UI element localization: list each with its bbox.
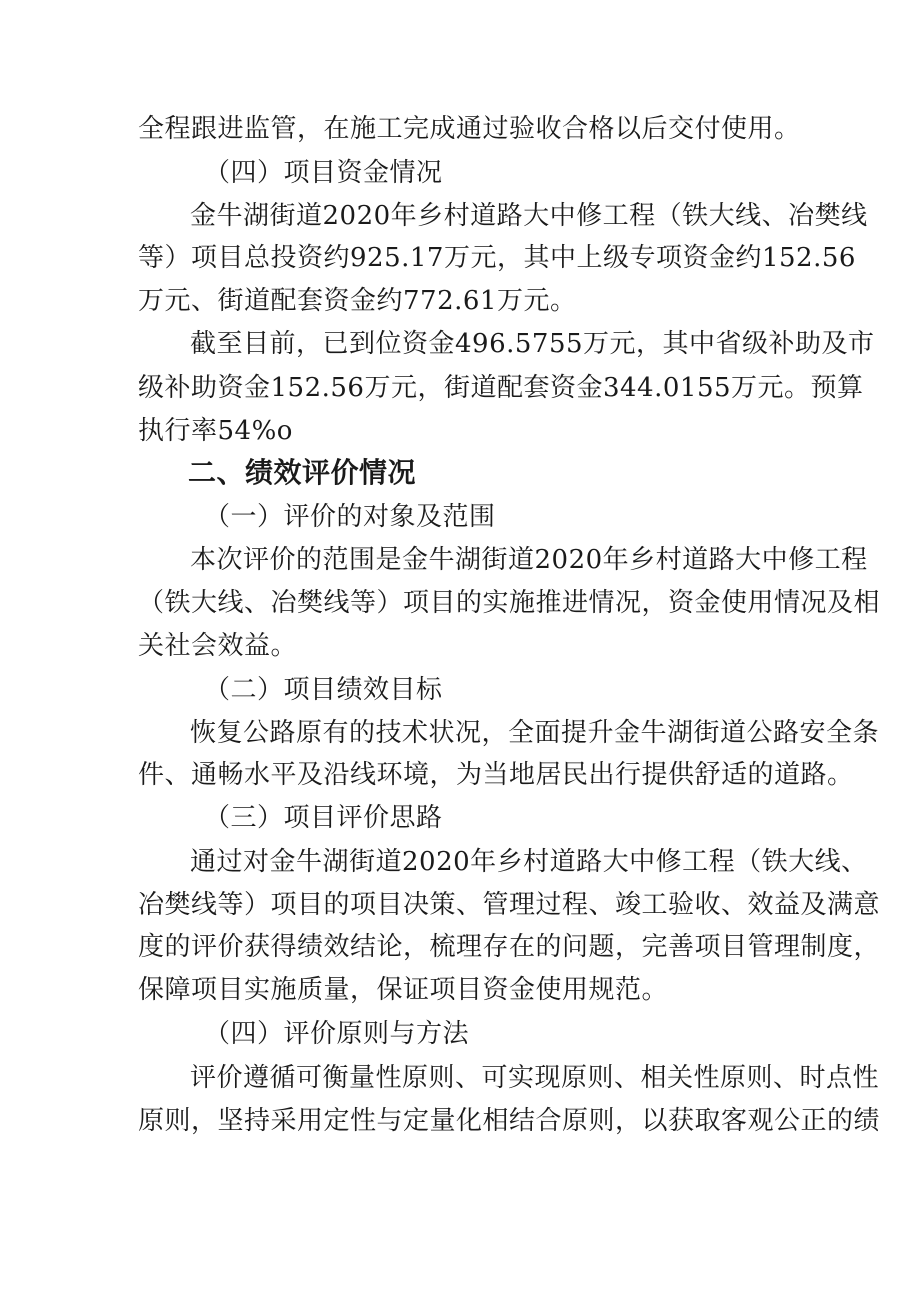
section-heading: 二、绩效评价情况 bbox=[188, 456, 417, 489]
text-line: 评价遵循可衡量性原则、可实现原则、相关性原则、时点性 bbox=[190, 1063, 880, 1093]
text-line: 度的评价获得绩效结论，梳理存在的问题，完善项目管理制度， bbox=[138, 932, 881, 962]
section-subheading: （四）评价原则与方法 bbox=[204, 1019, 470, 1049]
text-line: 关社会效益。 bbox=[138, 631, 298, 661]
text-line: 万元、街道配套资金约772.61万元。 bbox=[138, 286, 577, 316]
text-line: （铁大线、冶樊线等）项目的实施推进情况，资金使用情况及相 bbox=[138, 588, 881, 618]
section-subheading: （二）项目绩效目标 bbox=[204, 675, 443, 705]
text-line: 全程跟进监管，在施工完成通过验收合格以后交付使用。 bbox=[138, 114, 801, 144]
text-line: 恢复公路原有的技术状况，全面提升金牛湖街道公路安全条 bbox=[190, 718, 880, 748]
text-line: 等）项目总投资约925.17万元，其中上级专项资金约152.56 bbox=[138, 243, 856, 273]
text-line: 保障项目实施质量，保证项目资金使用规范。 bbox=[138, 975, 669, 1005]
text-line: 原则，坚持采用定性与定量化相结合原则，以获取客观公正的绩 bbox=[138, 1106, 881, 1136]
text-line: 冶樊线等）项目的项目决策、管理过程、竣工验收、效益及满意 bbox=[138, 890, 881, 920]
text-line: 执行率54%o bbox=[138, 416, 293, 446]
text-line: 截至目前，已到位资金496.5755万元，其中省级补助及市 bbox=[190, 329, 875, 359]
section-subheading: （三）项目评价思路 bbox=[204, 803, 443, 833]
section-subheading: （一）评价的对象及范围 bbox=[204, 502, 496, 532]
text-line: 金牛湖街道2020年乡村道路大中修工程（铁大线、冶樊线 bbox=[190, 201, 868, 231]
text-line: 级补助资金152.56万元，街道配套资金344.0155万元。预算 bbox=[138, 373, 864, 403]
section-subheading: （四）项目资金情况 bbox=[204, 158, 443, 188]
text-line: 通过对金牛湖街道2020年乡村道路大中修工程（铁大线、 bbox=[190, 847, 868, 877]
text-line: 件、通畅水平及沿线环境，为当地居民出行提供舒适的道路。 bbox=[138, 760, 854, 790]
text-line: 本次评价的范围是金牛湖街道2020年乡村道路大中修工程 bbox=[190, 545, 868, 575]
